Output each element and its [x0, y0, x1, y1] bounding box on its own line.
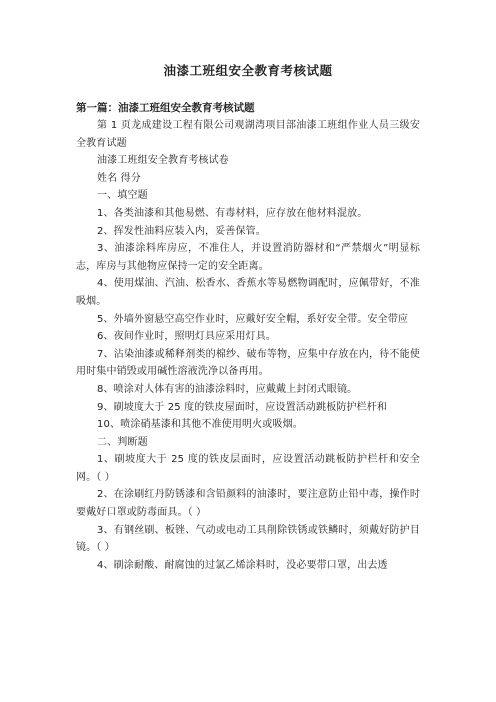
paragraph: 4、使用煤油、汽油、松香水、香蕉水等易燃物调配时，应佩带好，不准吸烟。 [76, 278, 420, 307]
paragraph: 9、刷坡度大于 25 度的铁皮屋面时，应设置活动跳板防护栏杆和 [97, 401, 388, 413]
document-title: 油漆工班组安全教育考核试题 [163, 63, 333, 78]
paragraph: 6、夜间作业时，照明灯具应采用灯具。 [97, 331, 277, 343]
paragraph: 8、喷涂对人体有害的油漆涂料时，应戴戴上封闭式眼镜。 [97, 383, 358, 395]
paragraph: 3、有钢丝刷、板锉、气动或电动工具削除铁锈或铁鳞时，须戴好防护目镜。（ ） [76, 524, 420, 554]
paragraph: 7、沾染油漆或稀释剂类的棉纱、破布等物，应集中存放在内，待不能使用时集中销毁或用碱性溶液洗净以备再用。 [76, 348, 420, 378]
paragraph: 2、在涂刷红丹防锈漆和含铅颜料的油漆时，要注意防止铅中毒，操作时要戴好口罩或防毒面具。（ ） [76, 489, 420, 519]
paragraph: 油漆工班组安全教育考核试卷 [97, 155, 229, 167]
paragraph: 4、刷涂耐酸、耐腐蚀的过氯乙烯涂料时，没必要带口罩，出去透 [97, 559, 388, 571]
document-body [76, 117, 420, 574]
paragraph: 姓名 得分 [97, 172, 141, 184]
paragraph: 2、挥发性油料应装入内，妥善保管。 [97, 225, 266, 237]
paragraph: 1、各类油漆和其他易燃、有毒材料，应存放在他材料混放。 [97, 207, 368, 219]
paragraph: 一、填空题 [97, 190, 148, 202]
paragraph: 5、外墙外窗悬空高空作业时，应戴好安全帽，系好安全带。安全带应 [97, 313, 409, 325]
paragraph: 10、喷涂硝基漆和其他不准使用明火或吸烟。 [97, 419, 303, 431]
paragraph: 3、油漆涂料库房应，不准住人，并设置消防器材和“严禁烟火”明显标志，库房与其他物应保持一定的安全距离。 [76, 243, 420, 272]
section-heading: 第一篇：油漆工班组安全教育考核试题 [76, 102, 255, 114]
paragraph: 1、刷坡度大于 25 度的铁皮层面时，应设置活动跳板防护栏杆和安全网。（ ） [76, 454, 420, 483]
paragraph: 第 1 页龙成建设工程有限公司观湖湾项目部油漆工班组作业人员三级安全教育试题 [76, 120, 420, 149]
paragraph: 二、判断题 [97, 436, 148, 448]
